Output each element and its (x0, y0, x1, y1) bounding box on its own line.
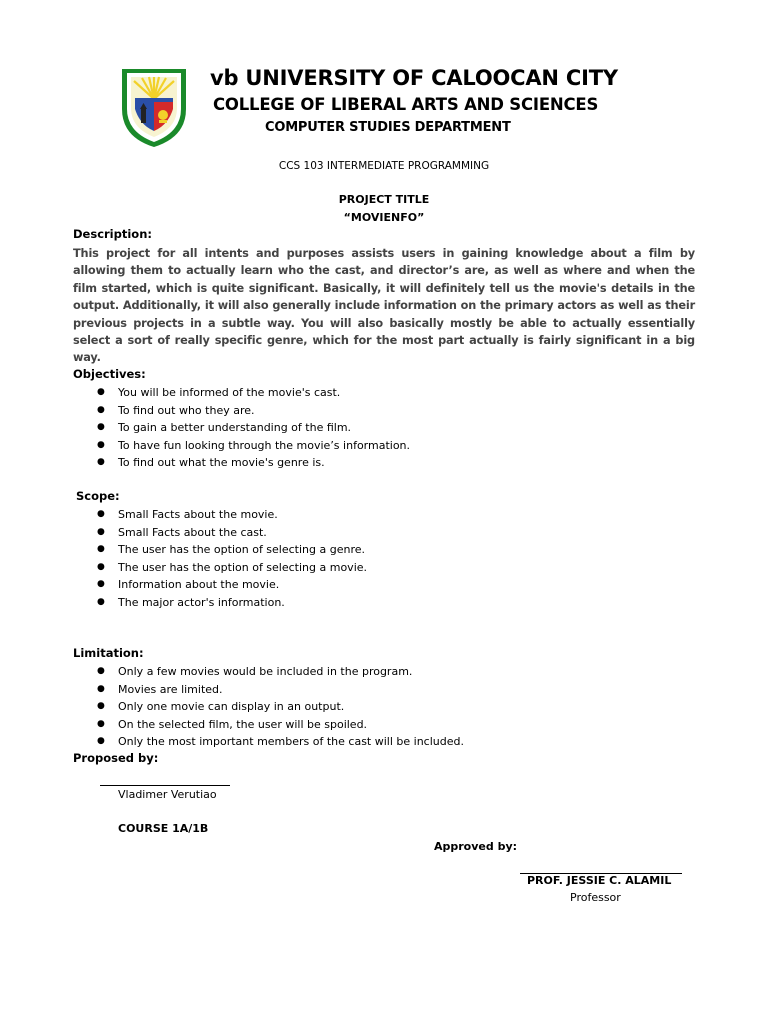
list-item-text: To gain a better understanding of the film. (118, 421, 352, 434)
objectives-list (73, 384, 410, 472)
list-item (73, 437, 410, 455)
bullet-icon: ● (97, 596, 105, 607)
proposed-by-label: Proposed by: (73, 751, 159, 765)
scope-list (73, 506, 367, 611)
objectives-heading: Objectives: (73, 367, 146, 381)
list-item-text: The user has the option of selecting a genre. (118, 543, 366, 556)
list-item-text: Movies are limited. (118, 682, 223, 696)
bullet-icon: ● (97, 422, 105, 432)
list-item (73, 559, 367, 577)
list-item (73, 594, 367, 612)
bullet-icon: ● (97, 509, 105, 519)
limitation-heading: Limitation: (73, 646, 144, 660)
bullet-icon: ● (97, 718, 105, 729)
list-item-text: The major actor's information. (118, 595, 285, 609)
list-item-text: Information about the movie. (118, 578, 280, 591)
bullet-icon: ● (97, 544, 105, 554)
list-item-text: Only the most important members of the cast will be included. (118, 735, 464, 748)
bullet-icon: ● (97, 683, 105, 694)
list-item (73, 716, 464, 734)
list-item (73, 681, 464, 699)
list-item-text: To have fun looking through the movie’s information. (118, 438, 411, 452)
list-item-text: Small Facts about the cast. (118, 525, 267, 539)
proposer-course: COURSE 1A/1B (118, 822, 209, 835)
list-item (73, 454, 410, 472)
project-title-label: PROJECT TITLE (338, 193, 430, 206)
list-item-text: Only a few movies would be included in the program. (118, 665, 413, 678)
bullet-icon: ● (97, 579, 105, 589)
proposer-signature-line (100, 785, 230, 786)
project-title: “MOVIENFO” (343, 211, 425, 224)
course-code: CCS 103 INTERMEDIATE PROGRAMMING (278, 160, 490, 172)
bullet-icon: ● (97, 387, 105, 397)
university-seal-logo (120, 65, 188, 149)
list-item-text: Small Facts about the movie. (118, 508, 278, 521)
bullet-icon: ● (97, 736, 105, 746)
approver-name: PROF. JESSIE C. ALAMIL (527, 874, 672, 887)
bullet-icon: ● (97, 701, 105, 711)
approved-by-label: Approved by: (434, 840, 518, 853)
list-item (73, 541, 367, 559)
bullet-icon: ● (97, 666, 105, 676)
list-item-text: To find out who they are. (118, 403, 255, 417)
proposer-name: Vladimer Verutiao (118, 788, 217, 801)
list-item (73, 506, 367, 524)
bullet-icon: ● (97, 526, 105, 537)
list-item-text: To find out what the movie's genre is. (118, 456, 325, 469)
list-item-text: On the selected film, the user will be spoiled. (118, 717, 368, 731)
list-item (73, 384, 410, 402)
university-name: vb UNIVERSITY OF CALOOCAN CITY (210, 66, 618, 90)
list-item (73, 419, 410, 437)
list-item-text: The user has the option of selecting a movie. (118, 560, 368, 574)
list-item (73, 524, 367, 542)
scope-heading: Scope: (76, 489, 120, 503)
bullet-icon: ● (97, 457, 105, 467)
description-heading: Description: (73, 227, 152, 241)
list-item (73, 576, 367, 594)
limitation-list (73, 663, 464, 751)
bullet-icon: ● (97, 439, 105, 450)
department-name: COMPUTER STUDIES DEPARTMENT (265, 120, 511, 135)
list-item (73, 663, 464, 681)
bullet-icon: ● (97, 561, 105, 572)
list-item-text: You will be informed of the movie's cast. (118, 386, 341, 399)
list-item-text: Only one movie can display in an output. (118, 700, 345, 713)
list-item (73, 733, 464, 751)
list-item (73, 402, 410, 420)
list-item (73, 698, 464, 716)
bullet-icon: ● (97, 404, 105, 415)
college-name: COLLEGE OF LIBERAL ARTS AND SCIENCES (213, 95, 599, 114)
description-text: This project for all intents and purposes assists users in gaining knowledge about a film by allowing them to actually learn who the cast, and director’s are, as well as where and when the film started, which is quite significant. Basically, it will definitely tell us the movie's details in the output. Additionally, it will also generally include information on the primary actors as well as their previous projects in a subtle way. You will also basically mostly be able to actually essentially select a sort of really specific genre, which for the most part actually is fairly significant in a big way. (73, 247, 695, 365)
approver-role: Professor (570, 891, 621, 904)
